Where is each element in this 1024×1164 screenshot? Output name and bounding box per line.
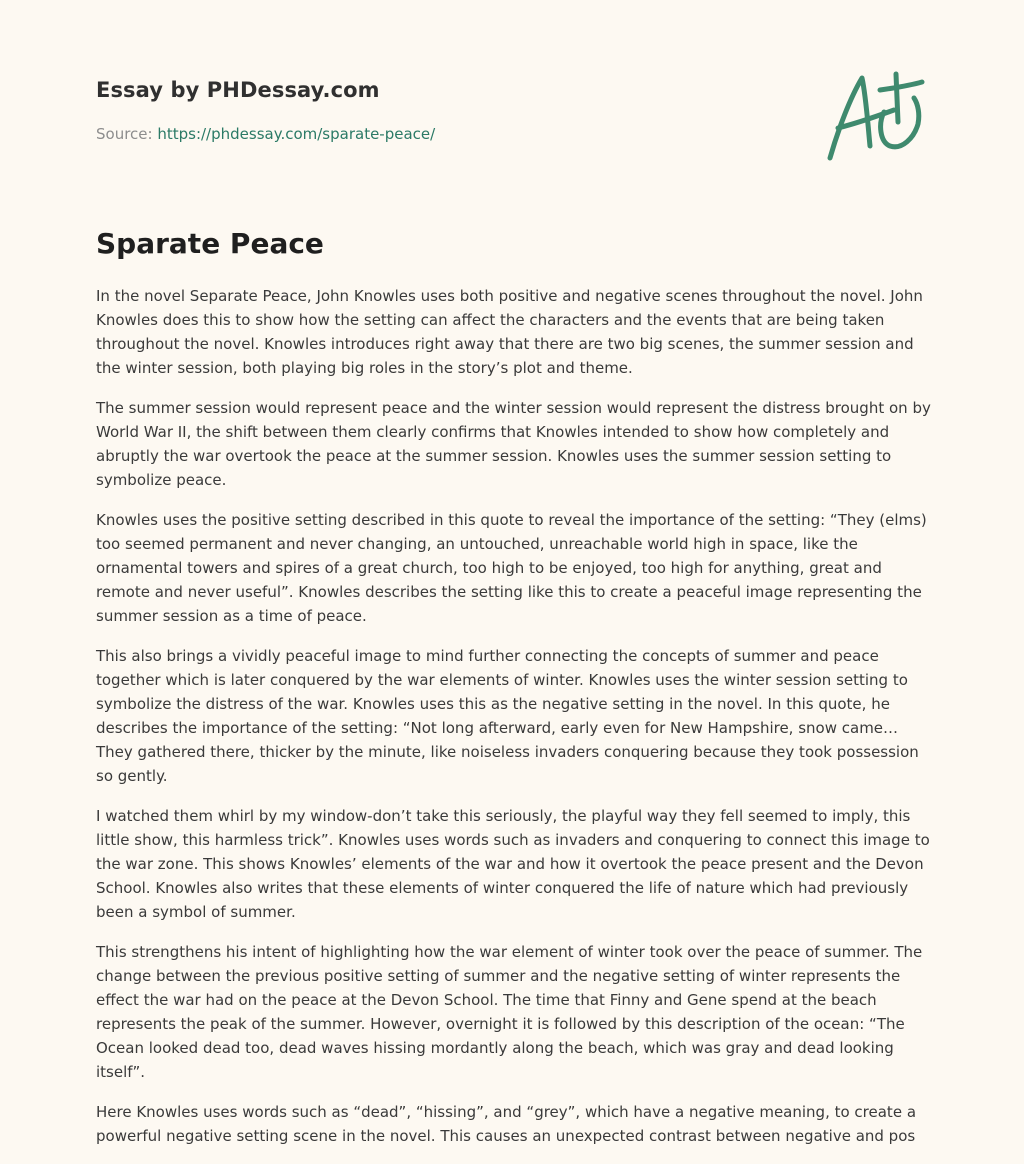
site-brand: Essay by PHDessay.com <box>96 78 380 102</box>
essay-body <box>96 284 932 1164</box>
source-label: Source: <box>96 125 158 143</box>
page-header <box>96 74 796 144</box>
essay-paragraph: I watched them whirl by my window-don’t take this seriously, the playful way they fell seemed to imply, this little show, this harmless trick”. Knowles uses words such as invaders and conquering to connect this image to the war zone. This shows Knowles’ elements of the war and how it overtook the peace present and the Devon School. Knowles also writes that these elements of winter conquered the life of nature which had previously been a symbol of summer. <box>96 807 930 921</box>
a-plus-grade-icon <box>822 66 930 166</box>
essay-title: Sparate Peace <box>96 227 324 260</box>
essay-paragraph: Here Knowles uses words such as “dead”, “hissing”, and “grey”, which have a negative meaning, to create a powerful negative setting scene in the novel. This causes an unexpected contrast between negative and pos <box>96 1103 917 1145</box>
source-line <box>96 124 796 144</box>
essay-paragraph: Knowles uses the positive setting described in this quote to reveal the importance of the setting: “They (elms) too seemed permanent and never changing, an untouched, unreachable world high in space, like the ornamental towers and spires of a great church, too high to be enjoyed, too high for anything, great and remote and never useful”. Knowles describes the setting like this to create a peaceful image representing the summer session as a time of peace. <box>96 511 927 625</box>
essay-paragraph: This strengthens his intent of highlighting how the war element of winter took over the peace of summer. The change between the previous positive setting of summer and the negative setting of winter represents the effect the war had on the peace at the Devon School. The time that Finny and Gene spend at the beach represents the peak of the summer. However, overnight it is followed by this description of the ocean: “The Ocean looked dead too, dead waves hissing mordantly along the beach, which was gray and dead looking itself”. <box>96 943 923 1081</box>
essay-paragraph: This also brings a vividly peaceful image to mind further connecting the concepts of summer and peace together which is later conquered by the war elements of winter. Knowles uses the winter session setting to symbolize the distress of the war. Knowles uses this as the negative setting in the novel. In this quote, he describes the importance of the setting: “Not long afterward, early even for New Hampshire, snow came…They gathered there, thicker by the minute, like noiseless invaders conquering because they took possession so gently. <box>96 647 919 785</box>
essay-paragraph: In the novel Separate Peace, John Knowles uses both positive and negative scenes throughout the novel. John Knowles does this to show how the setting can affect the characters and the events that are being taken throughout the novel. Knowles introduces right away that there are two big scenes, the summer session and the winter session, both playing big roles in the story’s plot and theme. <box>96 287 923 377</box>
source-link[interactable]: https://phdessay.com/sparate-peace/ <box>157 125 436 143</box>
essay-paragraph: The summer session would represent peace and the winter session would represent the distress brought on by World War II, the shift between them clearly confirms that Knowles intended to show how completely and abruptly the war overtook the peace at the summer session. Knowles uses the summer session setting to symbolize peace. <box>96 399 931 489</box>
